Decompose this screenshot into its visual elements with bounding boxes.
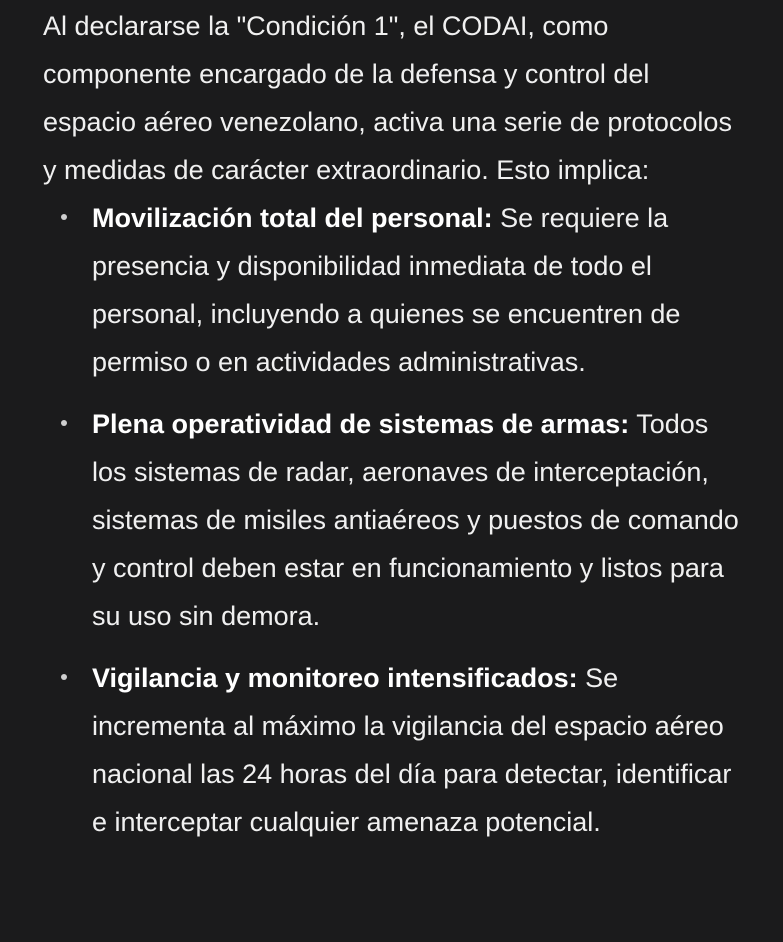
list-item-text: Todos los sistemas de radar, aeronaves de interceptación, sistemas de misiles antiaéreos y puestos de comando y control deben estar en funcionamiento y listos para su uso sin demora. (92, 409, 739, 631)
bullet-list (43, 194, 747, 846)
list-item (43, 400, 747, 640)
list-item-text: Se requiere la presencia y disponibilidad inmediata de todo el personal, incluyendo a quienes se encuentren de permiso o en actividades administrativas. (92, 203, 681, 377)
list-item-term: Vigilancia y monitoreo intensificados: (92, 663, 578, 693)
bullet-dot-icon (61, 420, 67, 426)
list-item-text: Se incrementa al máximo la vigilancia del espacio aéreo nacional las 24 horas del día para detectar, identificar e interceptar cualquier amenaza potencial. (92, 663, 732, 837)
bullet-dot-icon (61, 214, 67, 220)
bullet-dot-icon (61, 674, 67, 680)
list-item-term: Movilización total del personal: (92, 203, 493, 233)
intro-paragraph: Al declararse la "Condición 1", el CODAI, como componente encargado de la defensa y control del espacio aéreo venezolano, activa una serie de protocolos y medidas de carácter extraordinario. Esto implica: (43, 11, 732, 185)
list-item-term: Plena operatividad de sistemas de armas: (92, 409, 630, 439)
list-item (43, 194, 747, 386)
list-item (43, 654, 747, 846)
